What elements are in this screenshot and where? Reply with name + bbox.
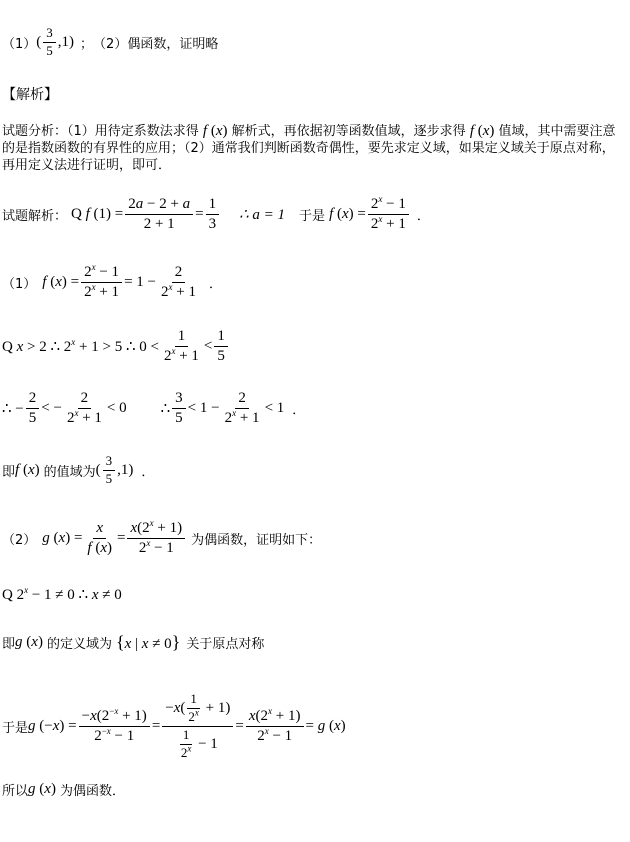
answer-fraction: $\frac{3}{5}$ xyxy=(43,26,56,59)
part2-line: （2） g (x) = $\frac{x}{f (x)}$ = $\frac{x(2^x + 1)}{2^x - 1}$ 为偶函数，证明如下： xyxy=(2,518,322,557)
part1-line: （1） f (x) = $\frac{2^x - 1}{2^x + 1}$ = 1 − $\frac{2}{2^x + 1}$ ． xyxy=(2,262,222,301)
analysis-paragraph: 试题分析：（1）用待定系数法求得 f (x) 解析式，再依据初等函数值域，逐步求得 f (x) 值域，其中需要注意的是指数函数的有界性的应用；（2）通常我们判断函数奇偶性，要先求定义域，如果定义域关于原点对称，再用定义法进行证明，即可． xyxy=(2,123,616,173)
inequality-line-1: Q x > 2 ∴ $2^x + 1 > 5$ ∴ 0 < $\frac{1}{2^x + 1}$ < $\frac{1}{5}$ xyxy=(2,328,230,366)
analysis-header: 【解析】 xyxy=(2,87,58,103)
answer-separator: ； xyxy=(80,36,94,52)
solution-label: 试题解析： xyxy=(2,209,68,225)
domain-line: 即 g (x) 的定义域为 {x | x ≠ 0} 关于原点对称 xyxy=(2,632,265,652)
answer-line: （1） ( $\frac{3}{5}$ ,1) ； （2）偶函数，证明略 xyxy=(2,25,219,58)
domain-condition-line: Q $2^x - 1 \ne 0$ ∴ x ≠ 0 xyxy=(2,585,122,603)
range-line: 即 f (x) 的值域为 ( $\frac{3}{5}$ ,1) ． xyxy=(2,453,155,486)
answer-interval-rest: ,1) xyxy=(57,33,75,50)
final-conclusion: 所以 g (x) 为偶函数． xyxy=(2,781,125,799)
answer-part1-label: （1） xyxy=(2,36,37,52)
therefore-a: ∴ a = 1 xyxy=(239,207,286,224)
inequality-line-2: ∴ − $\frac{2}{5}$ < − $\frac{2}{2^x + 1}$ < 0 ∴ $\frac{3}{5}$ < 1 − $\frac{2}{2^x + 1}$ < 1 ． xyxy=(2,390,306,427)
even-proof-line: 于是 g (−x) = $\frac{-x(2^{-x} + 1)}{2^{-x} - 1}$ = −x( $\frac{1}{2^x}$ + 1) $\frac{1}{2^x}$ − 1 = $\frac{x(2^x + 1)}{2^x - 1}$ = g (x) xyxy=(2,691,346,760)
solution-line: 试题解析： Q f (1) = $\frac{2a - 2 + a}{2 + 1}$ = $\frac{1}{3}$ ∴ a = 1 于是 f (x) = $\frac{2^x - 1}{2^x + 1}$ ． xyxy=(2,194,430,233)
answer-part2: （2）偶函数，证明略 xyxy=(93,36,219,52)
